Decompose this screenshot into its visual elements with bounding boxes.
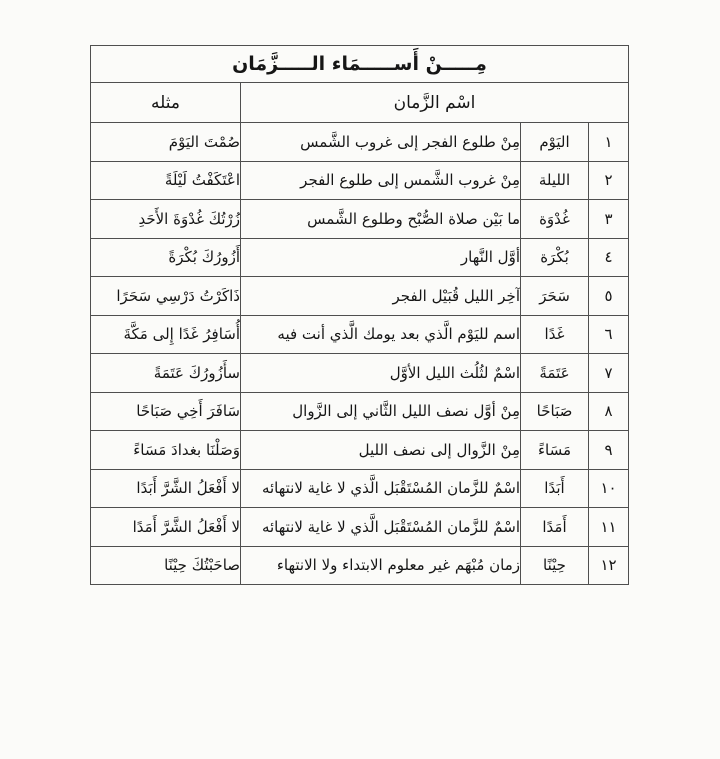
time-term: مَسَاءً xyxy=(521,431,589,470)
time-definition: مِنْ غروب الشَّمس إلى طلوع الفجر xyxy=(241,161,521,200)
time-term: غَدًا xyxy=(521,315,589,354)
table-row xyxy=(91,123,629,162)
time-example: ذَاكَرْتُ دَرْسِي سَحَرًا xyxy=(91,277,241,316)
time-term: غُدْوَة xyxy=(521,200,589,239)
table-row xyxy=(91,546,629,585)
row-number: ١ xyxy=(589,123,629,162)
time-example: صُمْتَ اليَوْمَ xyxy=(91,123,241,162)
table-row xyxy=(91,354,629,393)
time-example: لا أَفْعَلُ الشَّرَّ أَبَدًا xyxy=(91,469,241,508)
row-number: ١٠ xyxy=(589,469,629,508)
time-term: أَبَدًا xyxy=(521,469,589,508)
time-definition: مِنْ أوَّل نصف الليل الثَّاني إلى الزَّوال xyxy=(241,392,521,431)
time-term: عَتَمَةً xyxy=(521,354,589,393)
table-row xyxy=(91,508,629,547)
time-example: أُسَافِرُ غَدًا إِلى مَكَّةَ xyxy=(91,315,241,354)
time-example: لا أَفْعَلُ الشَّرَّ أَمَدًا xyxy=(91,508,241,547)
time-example: صاحَبْتُكَ حِيْنًا xyxy=(91,546,241,585)
time-term: أَمَدًا xyxy=(521,508,589,547)
row-number: ٧ xyxy=(589,354,629,393)
time-definition: أوَّل النَّهار xyxy=(241,238,521,277)
time-definition: اسْمٌ لثُلُث الليل الأوَّل xyxy=(241,354,521,393)
column-header-example: مثله xyxy=(91,83,241,123)
time-example: وَصَلْنَا بغدادَ مَسَاءً xyxy=(91,431,241,470)
column-header-time-name: اسْم الزَّمان xyxy=(241,83,629,123)
table-row xyxy=(91,200,629,239)
time-definition: مِنْ الزَّوال إلى نصف الليل xyxy=(241,431,521,470)
time-definition: ما بَيْن صلاة الصُّبْح وطلوع الشَّمس xyxy=(241,200,521,239)
row-number: ٥ xyxy=(589,277,629,316)
row-number: ٣ xyxy=(589,200,629,239)
table-row xyxy=(91,277,629,316)
time-term: صَبَاحًا xyxy=(521,392,589,431)
time-term: بُكْرَة xyxy=(521,238,589,277)
time-definition: مِنْ طلوع الفجر إلى غروب الشَّمس xyxy=(241,123,521,162)
row-number: ٨ xyxy=(589,392,629,431)
time-definition: اسْمٌ للزَّمان المُسْتَقْبَل الَّذي لا غاية لانتهائه xyxy=(241,469,521,508)
names-of-time-table xyxy=(90,45,629,585)
table-row xyxy=(91,469,629,508)
table-row xyxy=(91,392,629,431)
page-title: مِـــــنْ أَســـــمَاء الـــــزَّمَان xyxy=(91,46,629,83)
table-row xyxy=(91,238,629,277)
time-term: اليَوْم xyxy=(521,123,589,162)
time-example: سأَزُورُكَ عَتَمَةً xyxy=(91,354,241,393)
title-row xyxy=(91,46,629,83)
time-example: زُرْتُكَ غُدْوَةَ الأَحَدِ xyxy=(91,200,241,239)
time-example: اعْتَكَفْتُ لَيْلَةً xyxy=(91,161,241,200)
time-example: سَافَرَ أَخِي صَبَاحًا xyxy=(91,392,241,431)
time-definition: زمان مُبْهَم غير معلوم الابتداء ولا الانتهاء xyxy=(241,546,521,585)
header-row xyxy=(91,83,629,123)
table-row xyxy=(91,431,629,470)
row-number: ٩ xyxy=(589,431,629,470)
time-term: حِيْنًا xyxy=(521,546,589,585)
time-term: الليلة xyxy=(521,161,589,200)
row-number: ٢ xyxy=(589,161,629,200)
time-term: سَحَرَ xyxy=(521,277,589,316)
table-row xyxy=(91,315,629,354)
table-row xyxy=(91,161,629,200)
row-number: ٤ xyxy=(589,238,629,277)
time-definition: اسْمٌ للزَّمان المُسْتَقْبَل الَّذي لا غاية لانتهائه xyxy=(241,508,521,547)
row-number: ٦ xyxy=(589,315,629,354)
time-example: أَزُورُكَ بُكْرَةً xyxy=(91,238,241,277)
time-definition: آخِر الليل قُبَيْل الفجر xyxy=(241,277,521,316)
time-definition: اسم لليَوْم الَّذي بعد يومك الَّذي أنت فيه xyxy=(241,315,521,354)
row-number: ١٢ xyxy=(589,546,629,585)
row-number: ١١ xyxy=(589,508,629,547)
